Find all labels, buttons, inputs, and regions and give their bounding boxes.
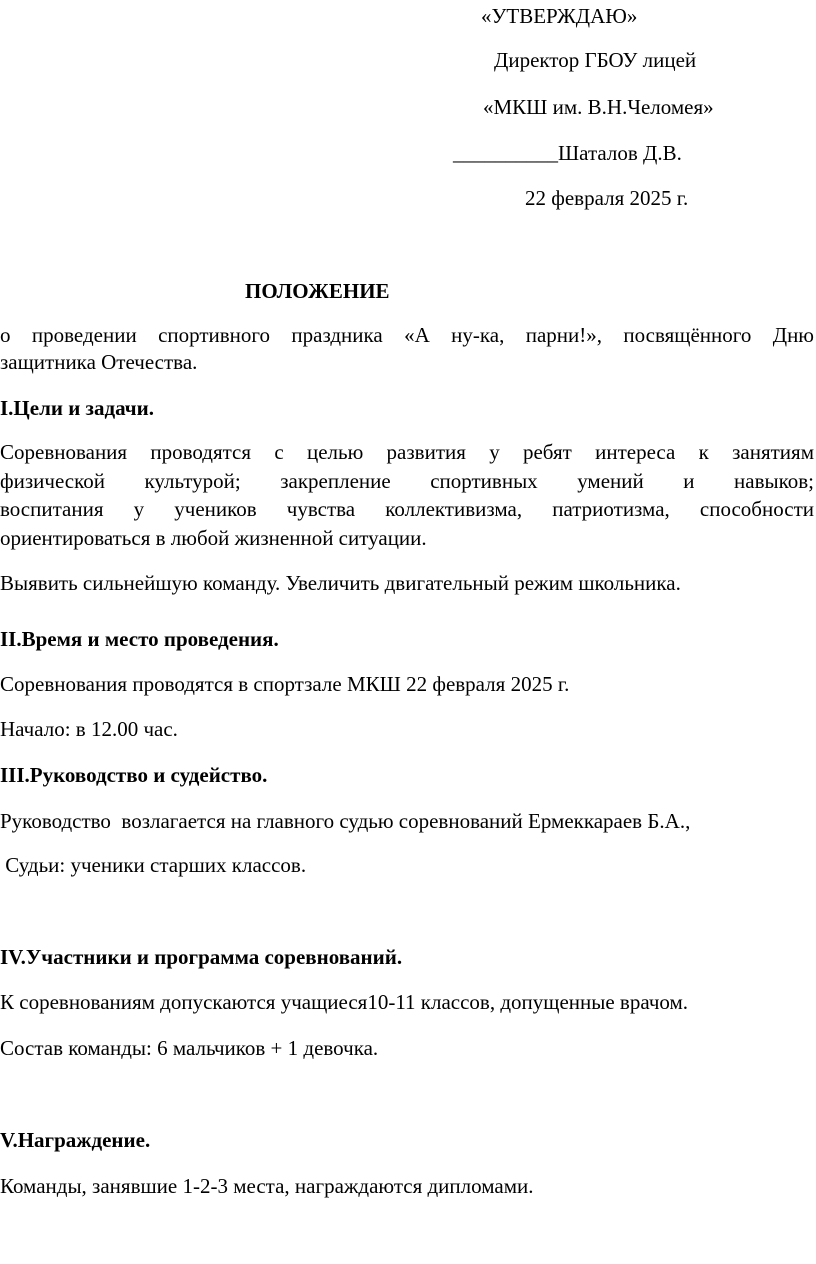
time-place-line-2: Начало: в 12.00 час. [0,717,178,741]
document-title: ПОЛОЖЕНИЕ [245,279,390,303]
participants-line-2: Состав команды: 6 мальчиков + 1 девочка. [0,1036,379,1060]
document-subtitle-line-2: защитника Отечества. [0,350,198,374]
participants-line-1: К соревнованиям допускаются учащиеся10-11 классов, допущенные врачом. [0,990,689,1014]
section-time-place-heading: II.Время и место проведения. [0,627,279,651]
section-participants-heading: IV.Участники и программа соревнований. [0,945,403,969]
goals-paragraph-line-1: Соревнования проводятся с целью развития у ребят интереса к занятиям [0,440,814,464]
awards-line-1: Команды, занявшие 1-2-3 места, награждаются дипломами. [0,1174,534,1198]
goals-paragraph-line-4: ориентироваться в любой жизненной ситуации. [0,526,427,550]
management-line-1: Руководство возлагается на главного судью соревнований Ермеккараев Б.А., [0,809,691,833]
section-awards-heading: V.Награждение. [0,1128,151,1152]
time-place-line-1: Соревнования проводятся в спортзале МКШ 22 февраля 2025 г. [0,672,570,696]
approval-name: Шаталов Д.В. [558,141,682,165]
goals-paragraph-line-2: физической культурой; закрепление спортивных умений и навыков; [0,469,814,493]
management-line-2: Судьи: ученики старших классов. [0,853,307,877]
document-subtitle-line-1: о проведении спортивного праздника «А ну-ка, парни!», посвящённого Дню [0,323,814,347]
approval-school: «МКШ им. В.Н.Челомея» [483,95,714,119]
section-goals-heading: I.Цели и задачи. [0,396,154,420]
approval-position: Директор ГБОУ лицей [494,48,697,72]
signature-line: __________ [453,141,558,165]
section-management-heading: III.Руководство и судейство. [0,763,268,787]
goals-paragraph-2: Выявить сильнейшую команду. Увеличить двигательный режим школьника. [0,571,681,595]
goals-paragraph-line-3: воспитания у учеников чувства коллективизма, патриотизма, способности [0,497,814,521]
approval-date: 22 февраля 2025 г. [525,186,689,210]
approval-signature [453,143,682,164]
approval-title: «УТВЕРЖДАЮ» [481,4,638,28]
